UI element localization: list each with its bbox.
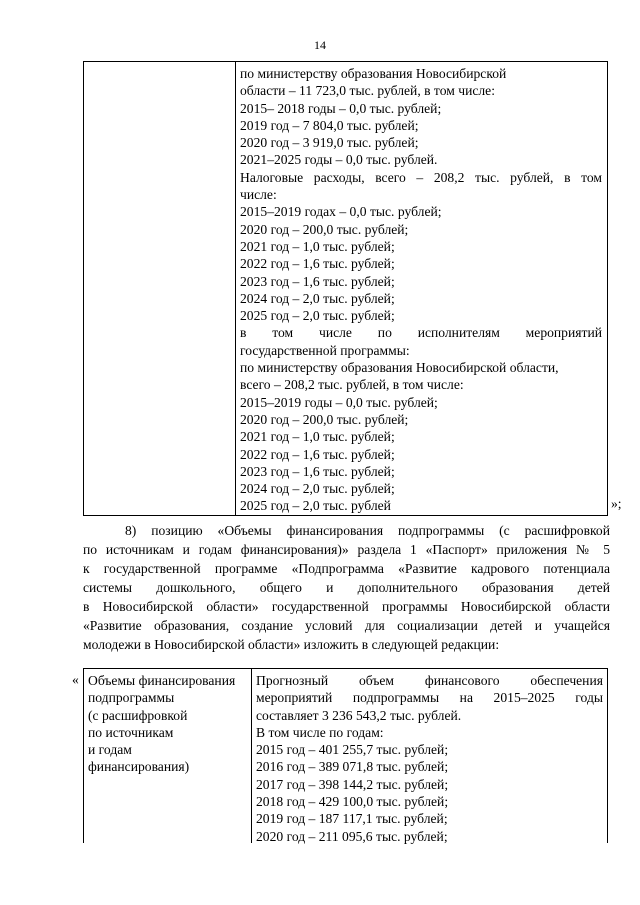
paragraph-line: 8) позицию «Объемы финансирования подпрограммы (с расшифровкой xyxy=(125,523,610,538)
table-text-line: 2015 год – 401 255,7 тыс. рублей; xyxy=(256,742,449,758)
table-text-line: 2022 год – 1,6 тыс. рублей; xyxy=(240,446,395,462)
funding-table-continued xyxy=(83,61,608,516)
table-text-line: числе: xyxy=(240,187,277,203)
table-text-line: 2024 год – 2,0 тыс. рублей; xyxy=(240,290,395,306)
table-text-line: 2015– 2018 годы – 0,0 тыс. рублей; xyxy=(240,100,442,116)
page-number: 14 xyxy=(314,38,326,52)
table-text-line: 2016 год – 389 071,8 тыс. рублей; xyxy=(256,759,449,775)
table-text-line: В том числе по годам: xyxy=(256,724,384,740)
table-text-line: 2021 год – 1,0 тыс. рублей; xyxy=(240,429,395,445)
paragraph-line: системы дошкольного, общего и дополнительного образования детей xyxy=(83,580,610,595)
opening-quote: « xyxy=(72,672,79,687)
table-text-line: по министерству образования Новосибирской xyxy=(240,66,507,81)
table-text-line: 2019 год – 7 804,0 тыс. рублей; xyxy=(240,117,419,133)
table-label-line: финансирования) xyxy=(88,759,190,775)
table-text-line: 2020 год – 3 919,0 тыс. рублей; xyxy=(240,135,419,151)
table-text-line: 2020 год – 200,0 тыс. рублей; xyxy=(240,221,409,237)
table-right-cell xyxy=(252,668,608,843)
table-text-line: в том числе по исполнителям мероприятий xyxy=(240,325,602,341)
table-text-line: 2017 год – 398 144,2 тыс. рублей; xyxy=(256,776,449,792)
paragraph-line: в Новосибирской области» государственной программы Новосибирской области xyxy=(83,599,610,614)
table-text-line: 2015–2019 годы – 0,0 тыс. рублей; xyxy=(240,394,438,410)
table-text-line: 2022 год – 1,6 тыс. рублей; xyxy=(240,256,395,272)
table-text-line: 2023 год – 1,6 тыс. рублей; xyxy=(240,273,395,289)
table-label-line: и годам xyxy=(88,742,132,758)
table-left-cell xyxy=(83,668,252,843)
table-text-line: 2025 год – 2,0 тыс. рублей xyxy=(240,498,391,514)
amendment-paragraph xyxy=(83,521,610,654)
table-text-line: мероприятий подпрограммы на 2015–2025 годы xyxy=(256,690,603,706)
table-text-line: 2025 год – 2,0 тыс. рублей; xyxy=(240,308,395,324)
table-right-cell xyxy=(240,65,602,515)
table-text-line: 2019 год – 187 117,1 тыс. рублей; xyxy=(256,811,448,827)
table-text-line: 2023 год – 1,6 тыс. рублей; xyxy=(240,463,395,479)
paragraph-line: по источникам и годам финансирования)» раздела 1 «Паспорт» приложения № 5 xyxy=(83,542,610,557)
table-text-line: государственной программы: xyxy=(240,342,410,358)
subprogram-funding-table xyxy=(83,668,608,843)
table-label-line: по источникам xyxy=(88,724,174,740)
table-text-line: области – 11 723,0 тыс. рублей, в том числе: xyxy=(240,83,495,99)
closing-quote: »; xyxy=(611,496,622,511)
table-label-line: подпрограммы xyxy=(88,690,175,706)
table-text-line: 2020 год – 211 095,6 тыс. рублей; xyxy=(256,828,448,844)
table-text-line: составляет 3 236 543,2 тыс. рублей. xyxy=(256,707,462,723)
table-text-line: 2024 год – 2,0 тыс. рублей; xyxy=(240,481,395,497)
table-text-line: по министерству образования Новосибирской области, xyxy=(240,360,559,376)
table-label-line: (с расшифровкой xyxy=(88,707,188,723)
table-text-line: 2021 год – 1,0 тыс. рублей; xyxy=(240,238,395,254)
paragraph-line: «Развитие образования, создание условий для социализации детей и учащейся xyxy=(83,618,610,633)
table-label-line: Объемы финансирования xyxy=(88,673,236,688)
table-text-line: всего – 208,2 тыс. рублей, в том числе: xyxy=(240,377,464,393)
table-text-line: 2015–2019 годах – 0,0 тыс. рублей; xyxy=(240,204,442,220)
table-text-line: 2018 год – 429 100,0 тыс. рублей; xyxy=(256,794,449,810)
table-text-line: 2020 год – 200,0 тыс. рублей; xyxy=(240,411,409,427)
paragraph-line: к государственной программе «Подпрограмма «Развитие кадрового потенциала xyxy=(83,561,610,576)
table-left-cell xyxy=(84,62,236,515)
table-text-line: 2021–2025 годы – 0,0 тыс. рублей. xyxy=(240,152,438,168)
table-text-line: Налоговые расходы, всего – 208,2 тыс. рублей, в том xyxy=(240,169,602,185)
paragraph-line: молодежи в Новосибирской области» изложить в следующей редакции: xyxy=(83,637,500,652)
table-text-line: Прогнозный объем финансового обеспечения xyxy=(256,673,603,688)
